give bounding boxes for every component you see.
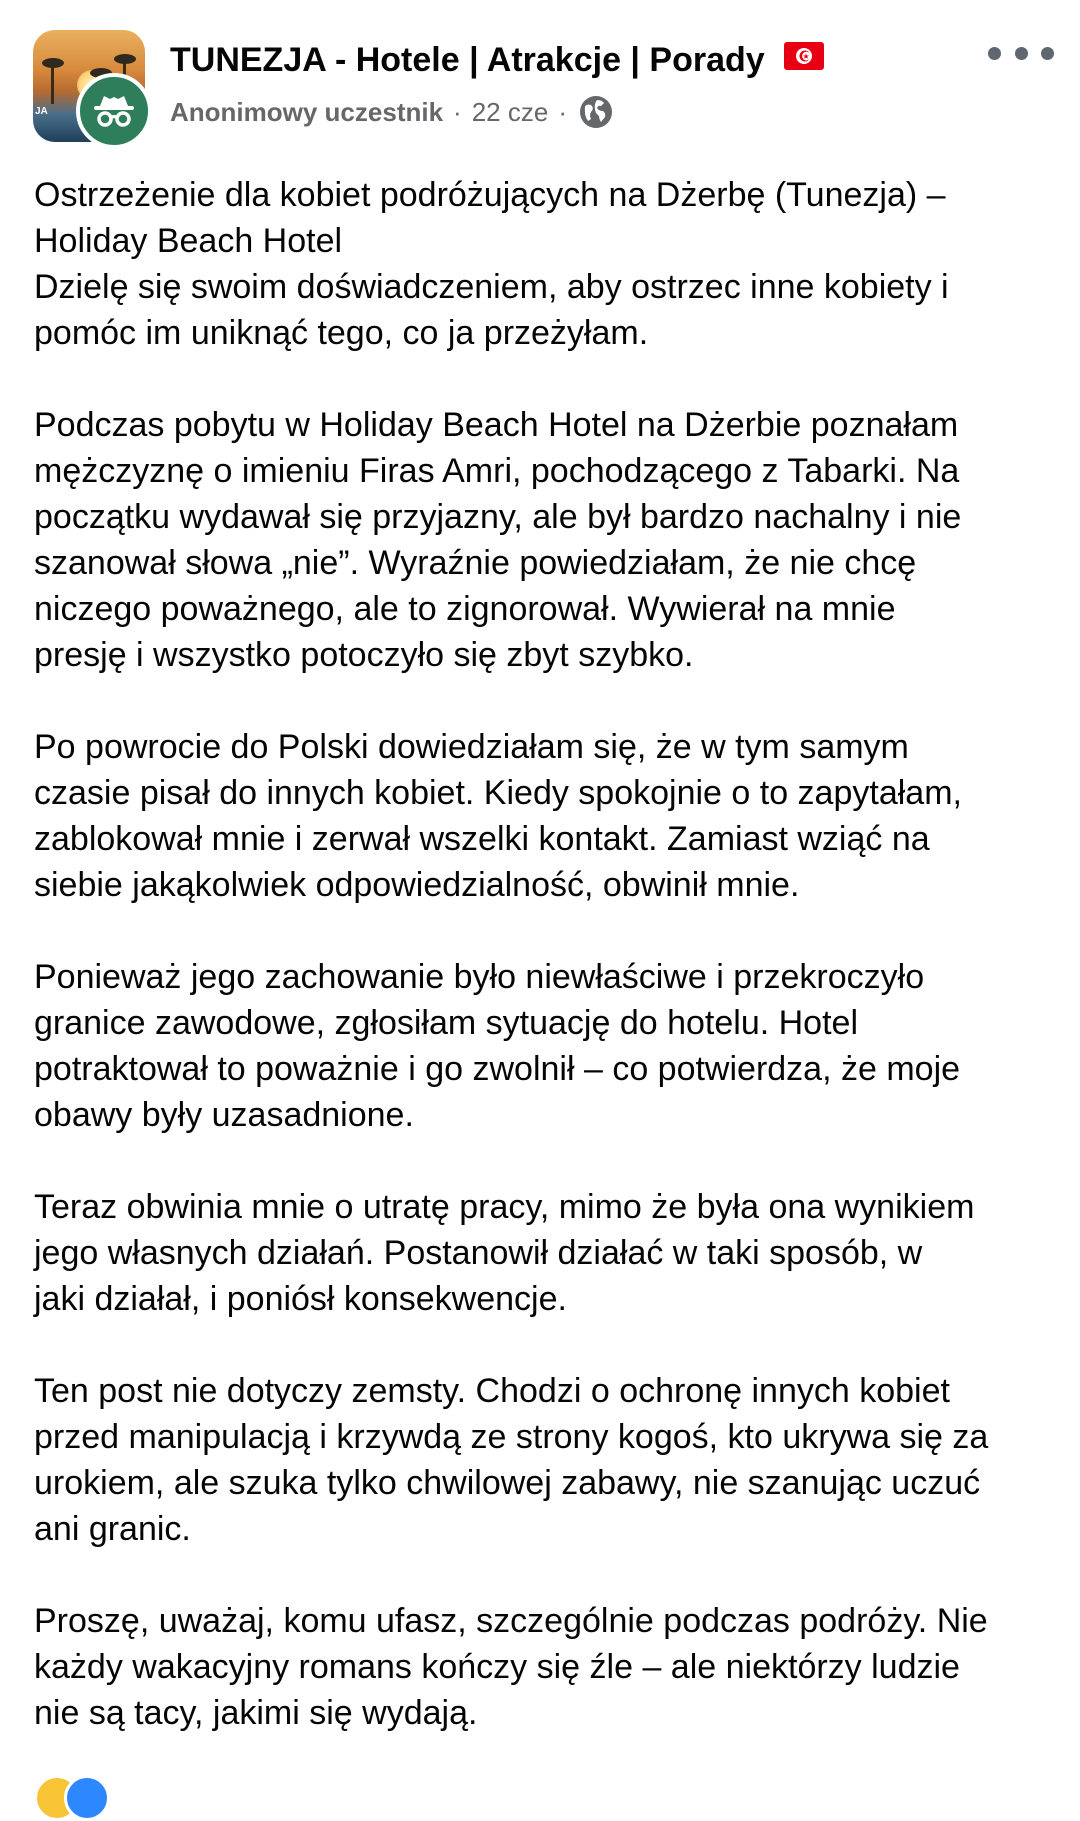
post-text-line: urokiem, ale szuka tylko chwilowej zabawy, nie szanując uczuć: [34, 1464, 981, 1502]
post-paragraph: [34, 1598, 1054, 1736]
group-name[interactable]: TUNEZJA - Hotele | Atrakcje | Porady: [170, 41, 765, 79]
post-text-line: nie są tacy, jakimi się wydają.: [34, 1694, 478, 1732]
incognito-icon[interactable]: [76, 73, 152, 149]
tunisia-flag-icon: [784, 37, 824, 81]
post-paragraph: [34, 1184, 1054, 1322]
post-paragraph: [34, 172, 1054, 356]
post-text-line: Proszę, uważaj, komu ufasz, szczególnie podczas podróży. Nie: [34, 1602, 988, 1640]
post-text-line: przed manipulacją i krzywdą ze strony kogoś, kto ukrywa się za: [34, 1418, 989, 1456]
post-text-line: Ponieważ jego zachowanie było niewłaściwe i przekroczyło: [34, 958, 925, 996]
dot-icon: [988, 47, 1001, 60]
post-text: [34, 172, 1054, 1736]
post-text-line: czasie pisał do innych kobiet. Kiedy spokojnie o to zapytałam,: [34, 774, 962, 812]
post-header: [0, 0, 1080, 160]
post-paragraph: [34, 402, 1054, 678]
more-options-icon[interactable]: [988, 34, 1054, 72]
author-name[interactable]: Anonimowy uczestnik: [170, 97, 444, 127]
globe-icon: [579, 95, 613, 129]
dot-icon: [1015, 47, 1028, 60]
post-text-line: potraktował to poważnie i go zwolnił – co potwierdza, że moje: [34, 1050, 961, 1088]
post-text-line: presję i wszystko potoczyło się zbyt szybko.: [34, 636, 694, 674]
post-text-line: Ten post nie dotyczy zemsty. Chodzi o ochronę innych kobiet: [34, 1372, 950, 1410]
post-text-line: jaki działał, i poniósł konsekwencje.: [34, 1280, 567, 1318]
post-text-line: Po powrocie do Polski dowiedziałam się, że w tym samym: [34, 728, 909, 766]
post-text-line: Dzielę się swoim doświadczeniem, aby ostrzec inne kobiety i: [34, 268, 949, 306]
post-text-line: szanował słowa „nie”. Wyraźnie powiedziałam, że nie chcę: [34, 544, 917, 582]
post-text-line: zablokował mnie i zerwał wszelki kontakt. Zamiast wziąć na: [34, 820, 930, 858]
reactions-bar[interactable]: [34, 1775, 124, 1815]
palm-tree-graphic: [51, 64, 54, 104]
post-text-line: granice zawodowe, zgłosiłam sytuację do hotelu. Hotel: [34, 1004, 859, 1042]
meta-separator: ·: [558, 97, 567, 127]
post-paragraph: [34, 724, 1054, 908]
avatar-group[interactable]: [33, 30, 150, 145]
post-text-line: siebie jakąkolwiek odpowiedzialność, obwinił mnie.: [34, 866, 800, 904]
post-text-line: mężczyznę o imieniu Firas Amri, pochodzącego z Tabarki. Na: [34, 452, 960, 490]
post-text-line: Teraz obwinia mnie o utratę pracy, mimo że była ona wynikiem: [34, 1188, 975, 1226]
post-text-line: początku wydawał się przyjazny, ale był bardzo nachalny i nie: [34, 498, 962, 536]
group-avatar-label: JA: [35, 106, 48, 117]
post-text-line: obawy były uzasadnione.: [34, 1096, 414, 1134]
post-text-line: pomóc im uniknąć tego, co ja przeżyłam.: [34, 314, 649, 352]
post-meta: [170, 92, 613, 132]
dot-icon: [1041, 47, 1054, 60]
post-text-line: każdy wakacyjny romans kończy się źle – ale niektórzy ludzie: [34, 1648, 960, 1686]
post-text-line: Ostrzeżenie dla kobiet podróżujących na Dżerbę (Tunezja) –: [34, 176, 946, 214]
post-paragraph: [34, 1368, 1054, 1552]
post-text-line: ani granic.: [34, 1510, 191, 1548]
post-text-line: Holiday Beach Hotel: [34, 222, 343, 260]
post-text-line: jego własnych działań. Postanowił działać w taki sposób, w: [34, 1234, 923, 1272]
like-reaction-icon[interactable]: [64, 1775, 110, 1821]
meta-separator: ·: [453, 97, 462, 127]
post-text-line: Podczas pobytu w Holiday Beach Hotel na Dżerbie poznałam: [34, 406, 959, 444]
post-text-line: niczego poważnego, ale to zignorował. Wywierał na mnie: [34, 590, 896, 628]
post-date[interactable]: 22 cze: [471, 97, 549, 127]
post-paragraph: [34, 954, 1054, 1138]
group-name-link[interactable]: [170, 38, 824, 82]
incognito-icon-glyph: [92, 94, 136, 128]
